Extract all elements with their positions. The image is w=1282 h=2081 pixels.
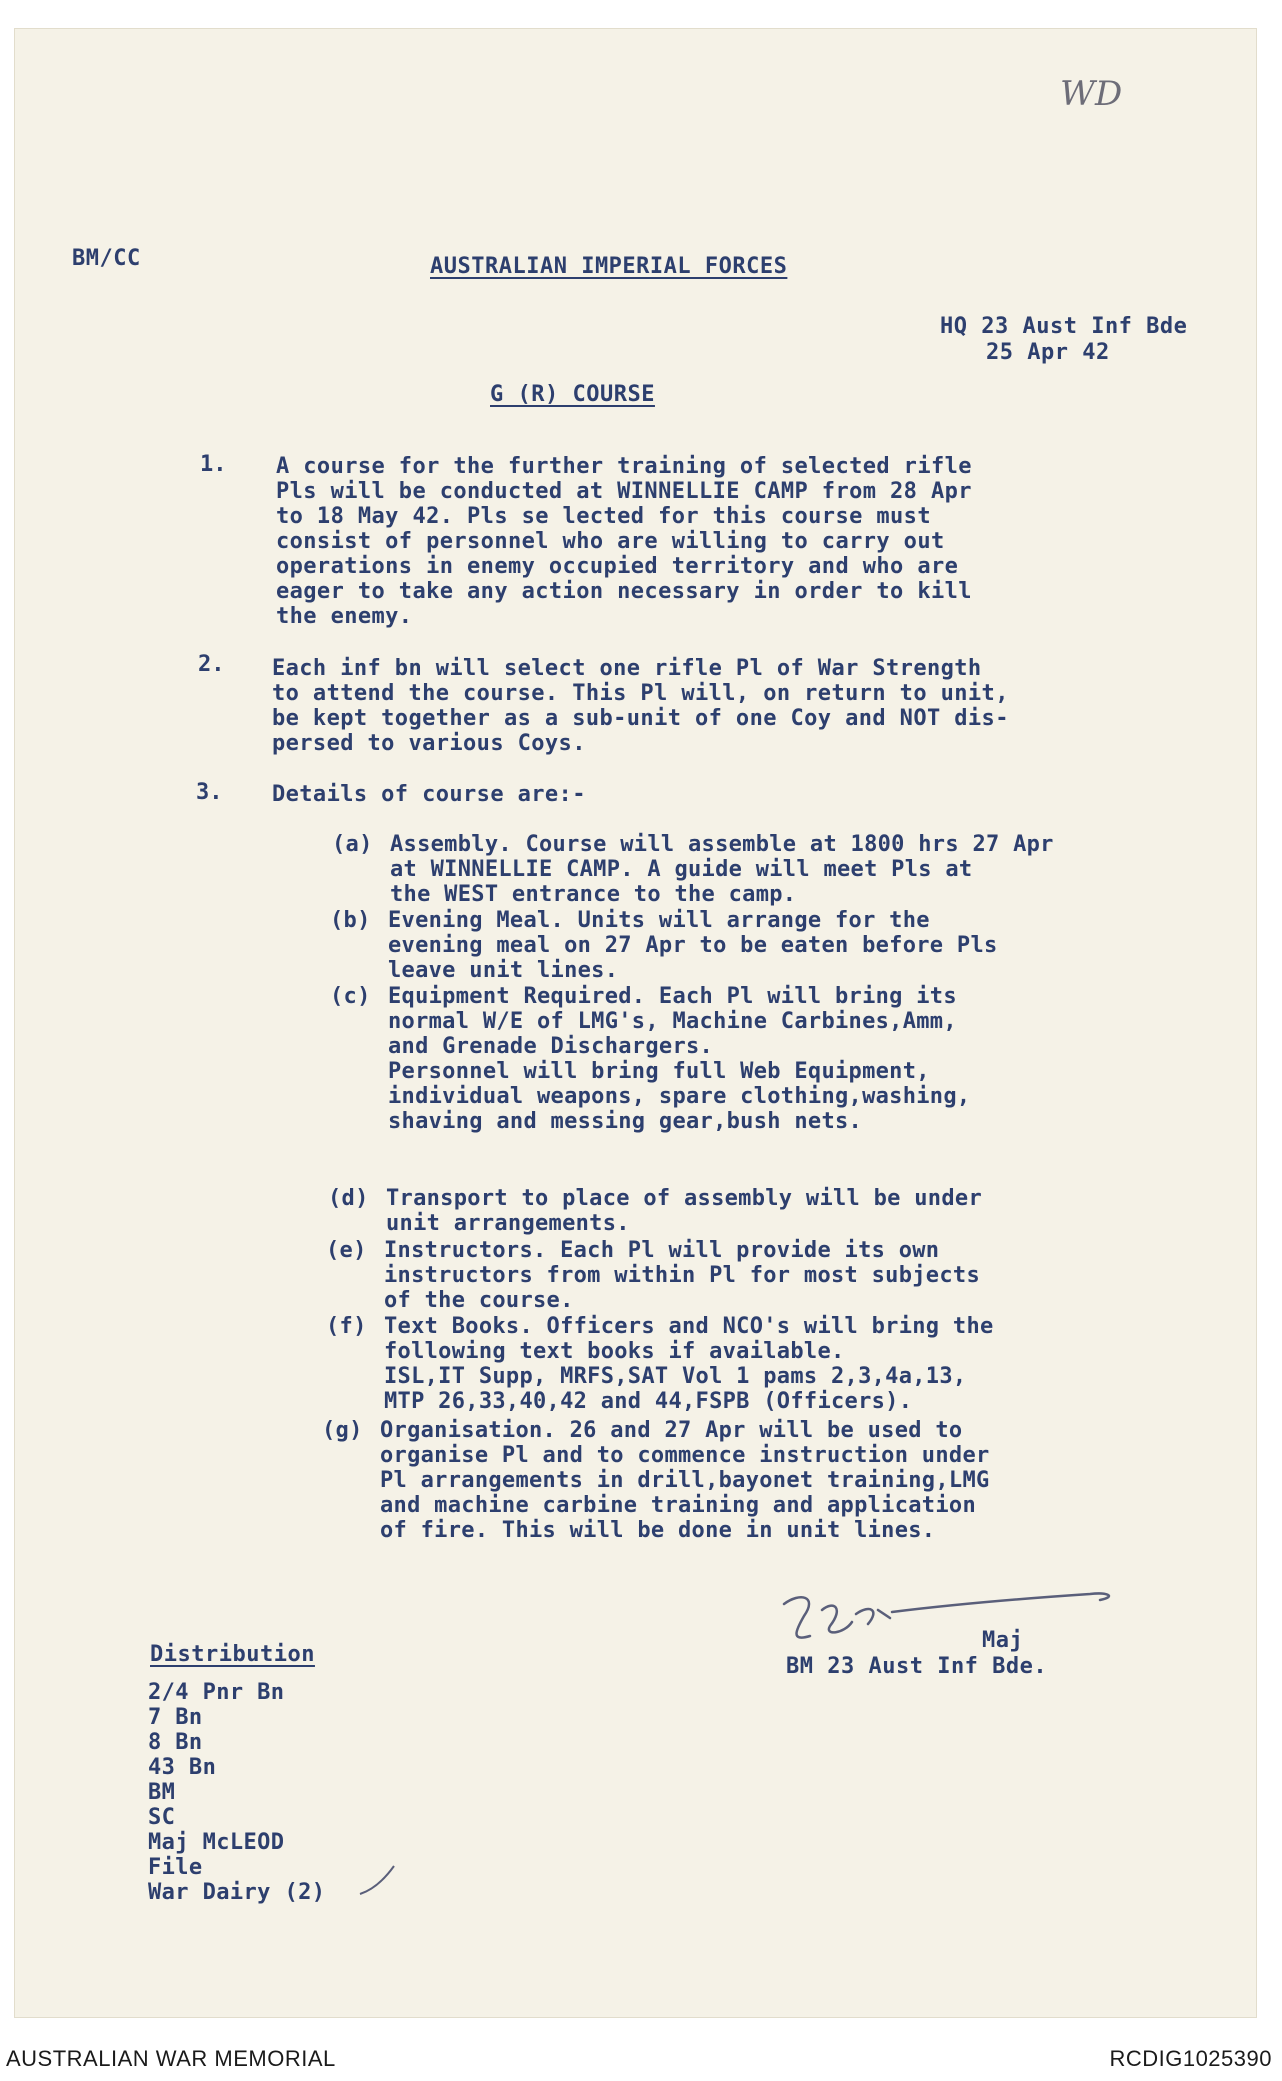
- distribution-heading: Distribution: [150, 1642, 315, 1667]
- detail-line: Personnel will bring full Web Equipment,: [388, 1059, 930, 1084]
- paragraph-line: to attend the course. This Pl will, on return to unit,: [272, 681, 1009, 706]
- detail-line: of fire. This will be done in unit lines.: [380, 1518, 936, 1543]
- detail-line: shaving and messing gear,bush nets.: [388, 1109, 863, 1134]
- footer-archive-name: AUSTRALIAN WAR MEMORIAL: [6, 2046, 336, 2071]
- detail-label: (f): [326, 1314, 367, 1339]
- detail-line: at WINNELLIE CAMP. A guide will meet Pls at: [390, 857, 973, 882]
- paragraph-line: consist of personnel who are willing to carry out: [276, 529, 945, 554]
- detail-line: instructors from within Pl for most subjects: [384, 1263, 980, 1288]
- detail-line: Transport to place of assembly will be under: [386, 1186, 982, 1211]
- paragraph-line: be kept together as a sub-unit of one Coy and NOT dis-: [272, 706, 1009, 731]
- paragraph-line: A course for the further training of selected rifle: [276, 454, 972, 479]
- detail-line: and machine carbine training and application: [380, 1493, 976, 1518]
- detail-line: evening meal on 27 Apr to be eaten before Pls: [388, 933, 998, 958]
- reference-code: BM/CC: [72, 246, 141, 271]
- paragraph-line: to 18 May 42. Pls se lected for this course must: [276, 504, 931, 529]
- detail-line: organise Pl and to commence instruction under: [380, 1443, 990, 1468]
- paragraph-1: [276, 454, 972, 629]
- distribution-item: War Dairy (2): [148, 1880, 326, 1905]
- detail-line: Instructors. Each Pl will provide its own: [384, 1238, 940, 1263]
- signature-rank: Maj: [982, 1628, 1024, 1653]
- paragraph-number: 3.: [196, 780, 223, 805]
- paragraph-line: Pls will be conducted at WINNELLIE CAMP from 28 Apr: [276, 479, 972, 504]
- paragraph-3: [272, 782, 586, 807]
- footer-record-id: RCDIG1025390: [1109, 2046, 1272, 2071]
- detail-line: Assembly. Course will assemble at 1800 hrs 27 Apr: [390, 832, 1054, 857]
- hq-line: HQ 23 Aust Inf Bde: [940, 314, 1188, 339]
- detail-line: following text books if available.: [384, 1339, 845, 1364]
- distribution-item: File: [148, 1855, 203, 1880]
- paragraph-line: eager to take any action necessary in order to kill: [276, 579, 972, 604]
- detail-line: Text Books. Officers and NCO's will bring the: [384, 1314, 994, 1339]
- paragraph-line: operations in enemy occupied territory and who are: [276, 554, 959, 579]
- detail-line: and Grenade Dischargers.: [388, 1034, 714, 1059]
- document-title: AUSTRALIAN IMPERIAL FORCES: [430, 254, 788, 279]
- detail-line: Pl arrangements in drill,bayonet training,LMG: [380, 1468, 990, 1493]
- detail-label: (e): [326, 1238, 367, 1263]
- distribution-item: 8 Bn: [148, 1730, 203, 1755]
- paragraph-line: Details of course are:-: [272, 782, 586, 807]
- detail-line: unit arrangements.: [386, 1211, 630, 1236]
- paragraph-number: 2.: [198, 652, 225, 677]
- distribution-item: 7 Bn: [148, 1705, 203, 1730]
- detail-label: (b): [330, 908, 371, 933]
- distribution-item: 2/4 Pnr Bn: [148, 1680, 285, 1705]
- detail-line: Evening Meal. Units will arrange for the: [388, 908, 930, 933]
- detail-line: normal W/E of LMG's, Machine Carbines,Amm,: [388, 1009, 957, 1034]
- detail-line: individual weapons, spare clothing,washing,: [388, 1084, 971, 1109]
- paragraph-number: 1.: [200, 452, 227, 477]
- detail-line: Organisation. 26 and 27 Apr will be used to: [380, 1418, 963, 1443]
- detail-label: (g): [322, 1418, 363, 1443]
- paragraph-2: [272, 656, 1009, 756]
- detail-line: the WEST entrance to the camp.: [390, 882, 797, 907]
- handwritten-signature: [760, 1574, 1140, 1654]
- distribution-item: BM: [148, 1780, 176, 1805]
- detail-line: leave unit lines.: [388, 958, 619, 983]
- signature-appointment: BM 23 Aust Inf Bde.: [786, 1654, 1048, 1679]
- detail-line: ISL,IT Supp, MRFS,SAT Vol 1 pams 2,3,4a,13,: [384, 1364, 967, 1389]
- distribution-item: Maj McLEOD: [148, 1830, 285, 1855]
- subject-heading: G (R) COURSE: [490, 382, 655, 407]
- paragraph-line: persed to various Coys.: [272, 731, 586, 756]
- date-line: 25 Apr 42: [986, 340, 1110, 365]
- distribution-item: SC: [148, 1805, 176, 1830]
- paragraph-line: the enemy.: [276, 604, 413, 629]
- pen-tick-mark: [356, 1862, 400, 1900]
- distribution-list: [148, 1680, 325, 1905]
- detail-label: (a): [332, 832, 373, 857]
- paragraph-line: Each inf bn will select one rifle Pl of War Strength: [272, 656, 982, 681]
- detail-line: of the course.: [384, 1288, 574, 1313]
- distribution-item: 43 Bn: [148, 1755, 217, 1780]
- handwritten-mark: WD: [1060, 74, 1123, 114]
- detail-line: MTP 26,33,40,42 and 44,FSPB (Officers).: [384, 1389, 913, 1414]
- detail-label: (d): [328, 1186, 369, 1211]
- detail-line: Equipment Required. Each Pl will bring its: [388, 984, 957, 1009]
- detail-label: (c): [330, 984, 371, 1009]
